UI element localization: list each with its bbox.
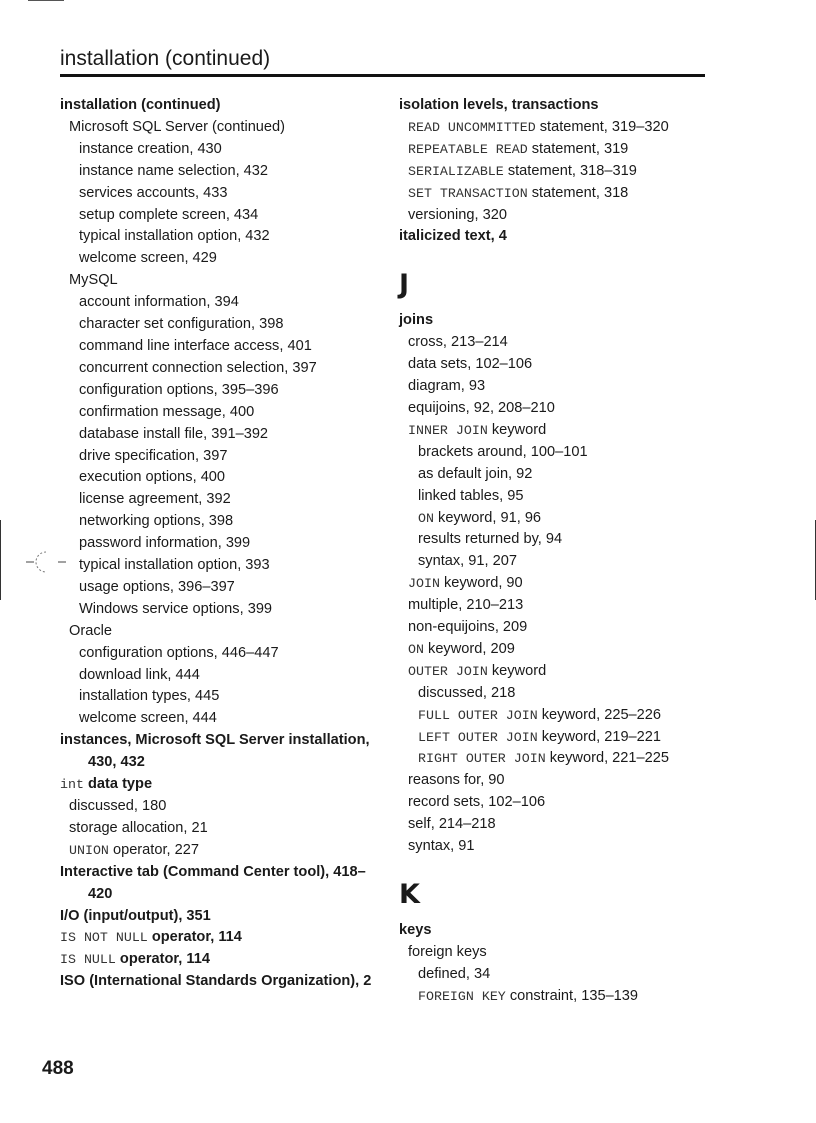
- index-subentry: [399, 595, 719, 617]
- index-subentry: [60, 205, 380, 227]
- entry-text: command line interface access, 401: [79, 337, 312, 354]
- index-subentry: [399, 551, 719, 573]
- code-term: LEFT OUTER JOIN: [418, 729, 538, 745]
- index-subentry: [60, 621, 380, 643]
- index-subentry: [60, 665, 380, 687]
- index-subentry: [399, 354, 719, 376]
- entry-text: Microsoft SQL Server (continued): [69, 118, 286, 135]
- entry-text: syntax, 91: [408, 838, 475, 855]
- index-subentry: [399, 442, 719, 464]
- entry-text: configuration options, 446–447: [79, 644, 279, 661]
- index-subentry: [60, 577, 380, 599]
- index-subentry: [60, 336, 380, 358]
- index-main-entry: [60, 774, 380, 796]
- index-subentry: [60, 511, 380, 533]
- index-subentry: [399, 836, 719, 858]
- entry-text: password information, 399: [79, 535, 251, 552]
- index-subentry: [60, 358, 380, 380]
- entry-text: record sets, 102–106: [408, 794, 546, 811]
- entry-text: cross, 213–214: [408, 334, 508, 351]
- entry-text: keyword, 91, 96: [433, 509, 542, 526]
- entry-text: database install file, 391–392: [79, 425, 269, 442]
- index-subentry: [399, 183, 719, 205]
- index-main-entry: [399, 920, 719, 942]
- index-column-left: [60, 95, 380, 993]
- index-main-entry: [60, 927, 380, 949]
- entry-text: I/O (input/output), 351: [60, 907, 211, 924]
- index-subentry: [399, 792, 719, 814]
- entry-text: services accounts, 433: [79, 184, 228, 201]
- code-term: UNION: [69, 842, 109, 858]
- index-subentry: [60, 292, 380, 314]
- entry-text: statement, 318: [527, 184, 629, 201]
- entry-text: data type: [83, 776, 153, 793]
- index-subentry: [399, 727, 719, 749]
- index-subentry: [399, 748, 719, 770]
- entry-text: versioning, 320: [408, 206, 507, 223]
- index-subentry: [399, 139, 719, 161]
- index-main-entry: [399, 310, 719, 332]
- index-subentry: [60, 117, 380, 139]
- index-subentry: [60, 489, 380, 511]
- index-subentry: [399, 986, 719, 1008]
- code-term: INNER JOIN: [408, 422, 488, 438]
- entry-text: discussed, 218: [418, 684, 516, 701]
- index-subentry: [60, 796, 380, 818]
- entry-text: statement, 319–320: [535, 118, 669, 135]
- entry-text: discussed, 180: [69, 798, 167, 814]
- entry-text: keyword, 225–226: [537, 706, 662, 723]
- entry-text: typical installation option, 432: [79, 228, 270, 245]
- index-subentry: [60, 248, 380, 270]
- entry-text: storage allocation, 21: [69, 819, 208, 836]
- index-main-entry: [60, 95, 380, 117]
- entry-text: foreign keys: [408, 943, 487, 960]
- entry-text: linked tables, 95: [418, 487, 524, 504]
- entry-text: operator, 114: [115, 951, 210, 968]
- entry-text: multiple, 210–213: [408, 597, 524, 614]
- entry-text: keyword: [487, 421, 547, 438]
- entry-text: constraint, 135–139: [505, 987, 639, 1004]
- entry-text: operator, 114: [147, 929, 242, 946]
- index-main-entry: [60, 730, 380, 774]
- entry-text: ISO (International Standards Organization), 2: [60, 973, 372, 990]
- index-subentry: [60, 686, 380, 708]
- page-number: 488: [42, 1058, 74, 1079]
- code-term: SERIALIZABLE: [408, 163, 504, 179]
- index-subentry: [399, 420, 719, 442]
- index-subentry: [399, 770, 719, 792]
- entry-text: joins: [399, 312, 434, 329]
- index-subentry: [60, 840, 380, 862]
- index-subentry: [60, 555, 380, 577]
- index-subentry: [399, 639, 719, 661]
- entry-text: defined, 34: [418, 965, 491, 982]
- code-term: IS NOT NULL: [60, 930, 148, 946]
- entry-text: data sets, 102–106: [408, 356, 533, 373]
- index-subentry: [60, 402, 380, 424]
- index-subentry: [399, 529, 719, 551]
- index-subentry: [60, 599, 380, 621]
- running-head: installation (continued): [60, 45, 705, 77]
- code-term: ON: [418, 510, 434, 526]
- binding-edge-line-left: [0, 520, 1, 600]
- index-subentry: [60, 643, 380, 665]
- entry-text: character set configuration, 398: [79, 316, 284, 333]
- entry-text: non-equijoins, 209: [408, 619, 528, 636]
- entry-text: syntax, 91, 207: [418, 553, 517, 570]
- code-term: REPEATABLE READ: [408, 141, 528, 157]
- entry-text: italicized text, 4: [399, 228, 507, 245]
- section-letter-heading: K: [399, 879, 420, 910]
- entry-text: Interactive tab (Command Center tool), 418–420: [60, 863, 366, 902]
- entry-text: equijoins, 92, 208–210: [408, 399, 555, 416]
- code-term: OUTER JOIN: [408, 663, 488, 679]
- entry-text: keyword, 90: [439, 575, 523, 592]
- index-main-entry: [60, 906, 380, 928]
- entry-text: installation types, 445: [79, 688, 220, 705]
- entry-text: brackets around, 100–101: [418, 443, 588, 460]
- index-subentry: [399, 376, 719, 398]
- code-term: READ UNCOMMITTED: [408, 119, 536, 135]
- index-subentry: [399, 161, 719, 183]
- entry-text: statement, 319: [527, 140, 629, 157]
- index-subentry: [399, 398, 719, 420]
- entry-text: results returned by, 94: [418, 531, 563, 548]
- index-main-entry: [60, 971, 380, 993]
- entry-text: concurrent connection selection, 397: [79, 359, 317, 376]
- entry-text: configuration options, 395–396: [79, 381, 279, 398]
- entry-text: setup complete screen, 434: [79, 206, 259, 223]
- index-subentry: [60, 467, 380, 489]
- entry-text: reasons for, 90: [408, 772, 505, 789]
- entry-text: operator, 227: [108, 841, 199, 858]
- index-subentry: [399, 332, 719, 354]
- entry-text: confirmation message, 400: [79, 403, 255, 420]
- index-subentry: [60, 161, 380, 183]
- entry-text: instances, Microsoft SQL Server installation, 430, 432: [60, 732, 370, 771]
- section-letter-heading: J: [399, 269, 410, 301]
- index-subentry: [60, 818, 380, 840]
- code-term: ON: [408, 641, 424, 657]
- entry-text: welcome screen, 429: [79, 250, 217, 267]
- code-term: int: [60, 777, 84, 793]
- crop-mark: [28, 0, 64, 1]
- index-subentry: [399, 814, 719, 836]
- index-subentry: [60, 424, 380, 446]
- code-term: JOIN: [408, 576, 440, 592]
- entry-text: Oracle: [69, 622, 112, 639]
- entry-text: download link, 444: [79, 666, 200, 683]
- index-subentry: [60, 708, 380, 730]
- entry-text: welcome screen, 444: [79, 710, 217, 727]
- index-main-entry: [60, 949, 380, 971]
- index-subentry: [399, 705, 719, 727]
- index-subentry: [399, 573, 719, 595]
- index-subentry: [60, 446, 380, 468]
- entry-text: diagram, 93: [408, 378, 486, 395]
- entry-text: account information, 394: [79, 294, 239, 311]
- entry-text: Windows service options, 399: [79, 600, 273, 617]
- entry-text: instance creation, 430: [79, 140, 222, 157]
- index-subentry: [60, 183, 380, 205]
- index-subentry: [60, 314, 380, 336]
- index-subentry: [399, 464, 719, 486]
- entry-text: execution options, 400: [79, 469, 226, 486]
- index-subentry: [399, 964, 719, 986]
- entry-text: typical installation option, 393: [79, 557, 270, 574]
- index-subentry: [399, 508, 719, 530]
- index-main-entry: [399, 95, 719, 117]
- entry-text: drive specification, 397: [79, 447, 228, 464]
- index-subentry: [399, 117, 719, 139]
- entry-text: usage options, 396–397: [79, 578, 235, 595]
- entry-text: keyword: [487, 662, 547, 679]
- index-subentry: [399, 683, 719, 705]
- registration-mark-icon: [24, 548, 68, 578]
- entry-text: self, 214–218: [408, 816, 496, 833]
- entry-text: keys: [399, 922, 432, 938]
- index-subentry: [60, 270, 380, 292]
- entry-text: MySQL: [69, 272, 118, 289]
- index-subentry: [60, 380, 380, 402]
- code-term: FOREIGN KEY: [418, 988, 506, 1004]
- entry-text: installation (continued): [60, 97, 221, 113]
- entry-text: keyword, 219–221: [537, 728, 662, 745]
- index-subentry: [60, 139, 380, 161]
- index-main-entry: [399, 226, 719, 248]
- entry-text: keyword, 221–225: [545, 750, 669, 767]
- entry-text: networking options, 398: [79, 513, 234, 530]
- code-term: IS NULL: [60, 952, 116, 968]
- entry-text: instance name selection, 432: [79, 162, 269, 179]
- index-subentry: [60, 226, 380, 248]
- index-subentry: [399, 486, 719, 508]
- entry-text: keyword, 209: [423, 640, 515, 657]
- entry-text: as default join, 92: [418, 465, 533, 482]
- entry-text: license agreement, 392: [79, 491, 231, 508]
- index-subentry: [399, 205, 719, 227]
- index-main-entry: [60, 862, 380, 906]
- entry-text: isolation levels, transactions: [399, 97, 599, 113]
- index-subentry: [399, 617, 719, 639]
- code-term: SET TRANSACTION: [408, 185, 528, 201]
- index-subentry: [399, 661, 719, 683]
- code-term: RIGHT OUTER JOIN: [418, 751, 546, 767]
- index-subentry: [399, 942, 719, 964]
- index-subentry: [60, 533, 380, 555]
- entry-text: statement, 318–319: [503, 162, 637, 179]
- index-column-right: [399, 95, 719, 1008]
- code-term: FULL OUTER JOIN: [418, 707, 538, 723]
